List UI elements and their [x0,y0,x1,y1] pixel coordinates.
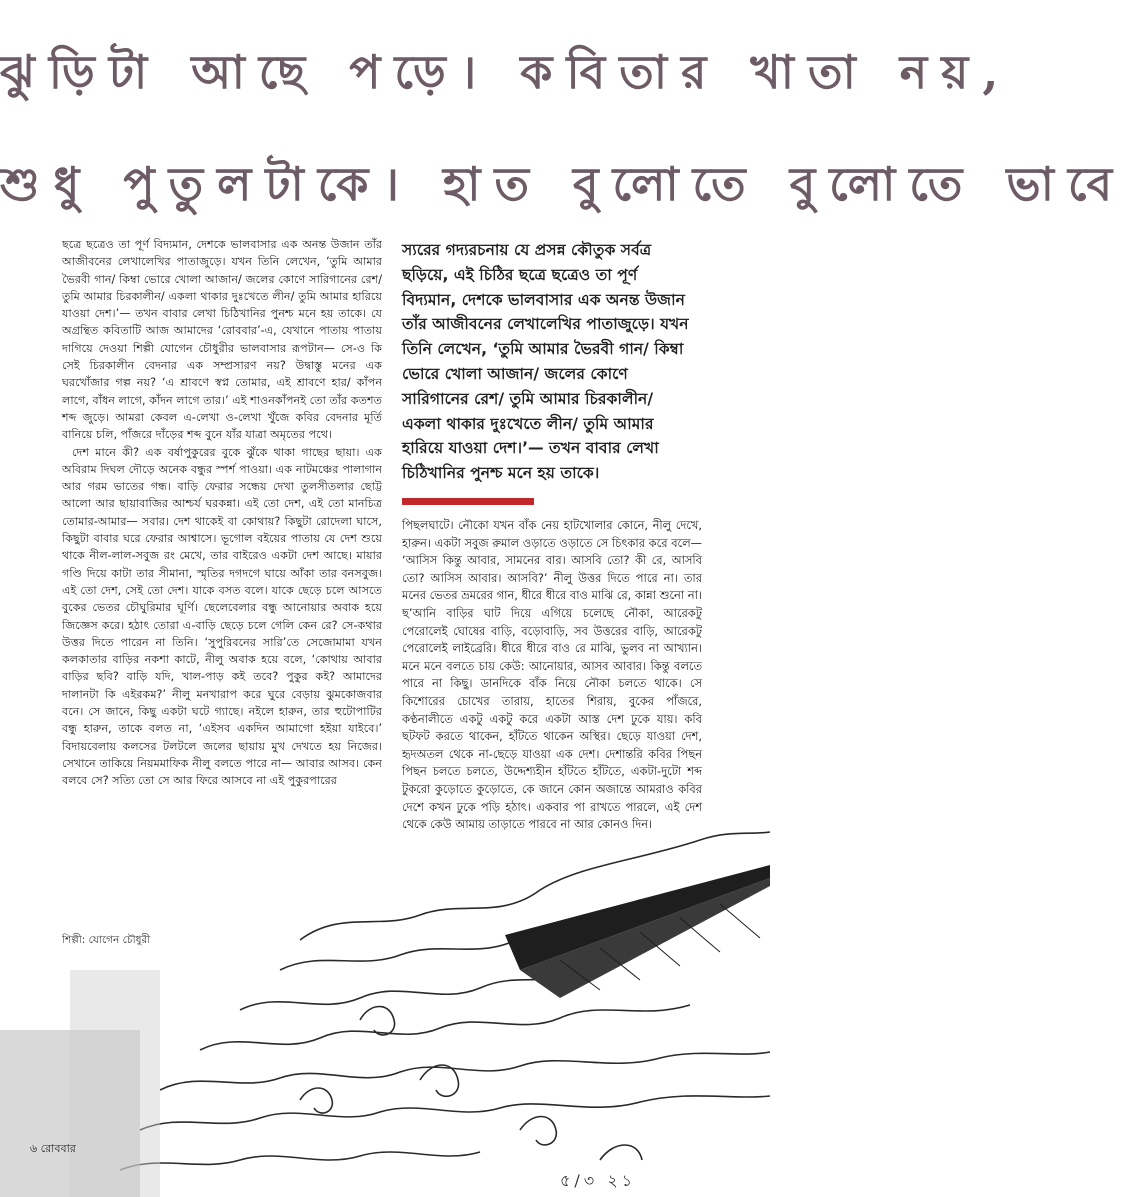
handwriting-line-1: ঝুড়িটা আছে পড়ে। কবিতার খাতা নয়, [0,45,1013,99]
left-paragraph-1: ছত্রে ছত্রেও তা পূর্ণ বিদ্যমান, দেশকে ভালবাসার এক অনন্ত উজান তাঁর আজীবনের লেখালেখির পাতাজুড়ে। যখন তিনি লেখেন, ‘তুমি আমার ভৈরবী গান/ কিম্বা ভোরে খোলা আজান/ জলের কোণে সারিগানের রেশ/ তুমি আমার চিরকালীন/ একলা থাকার দুঃখেতে লীন/ তুমি আমার হারিয়ে যাওয়া দেশ।’— তখন বাবার লেখা চিঠিখানির পুনশ্চ মনে হয় তাকে। যে অগ্রন্থিত কবিতাটি আজ আমাদের ‘রোববার’-এ, যেখানে পাতায় পাতায় দাগিয়ে দেওয়া শিল্পী যোগেন চৌধুরীর ভালবাসার রূপটান— সে-ও কি সেই চিরকালীন বেদনার এক সম্প্রসারণ নয়? উদ্বাস্তু মনের এক ঘরখোঁজার গল্প নয়? ‘এ শ্রাবণে স্বপ্ন তোমার, এই শ্রাবণে হার/ কাঁপন লাগে, বাঁধন লাগে, কাঁদন লাগে তার।’ এই শাওনকাঁপনই তো তাঁর কতশত শব্দ জুড়ে। আমরা কেবল এ-লেখা ও-লেখা খুঁজে কবির বেদনার মূর্তি বানিয়ে চলি, পাঁজরে দাঁড়ের শব্দ বুনে যাঁর যাত্রা অমৃতের পথে। [62,238,382,442]
right-paragraph: পিছলঘাটে। নৌকো যখন বাঁক নেয় হাটখোলার কোনে, নীলু দেখে, হারুন। একটা সবুজ রুমাল ওড়াতে ওড়াতে সে চিৎকার করে বলে— ‘আসিস কিন্তু আবার, সামনের বার। আসবি তো? কী রে, আসবি তো? আসিস আবার। আসবি?’ নীলু উত্তর দিতে পারে না। তার মনের ভেতর ভ্রমরের গান, ধীরে ধীরে বাও মাঝি রে, কান্না শুনো না। ছ’আনি বাড়ির ঘাট দিয়ে এগিয়ে চলেছে নৌকা, আরেকটু পেরোলেই ঘোষের বাড়ি, বড়োবাড়ি, সব উত্তরের বাড়ি, আরেকটু পেরোলেই লাইব্রেরি। ধীরে ধীরে বাও রে মাঝি, ভুলব না আখ্যান। মনে মনে বলতে চায় কেউ: আনোয়ার, আসব আবার। কিন্তু বলতে পারে না কিছু। ডানদিকে বাঁক নিয়ে নৌকা চলতে থাকে। সে কিশোরের চোখের তারায়, হাতের শিরায়, বুকের পাঁজরে, কণ্ঠনালীতে একটু একটু করে একটা আস্ত দেশ ঢুকে যায়। কবি ছটফট করতে থাকেন, হাঁটতে থাকেন অস্থির। ছেড়ে যাওয়া দেশ, হৃদঅতল থেকে না-ছেড়ে যাওয়া এক দেশ। দেশান্তরি কবির পিছন পিছন চলতে চলতে, উদ্দেশ্যহীন হাঁটতে হাঁটতে, একটা-দুটো শব্দ টুকরো কুড়োতে কুড়োতে, কে জানে কোন অজান্তে আমরাও কবির দেশে কখন ঢুকে পড়ি হঠাৎ। একবার পা রাখতে পারলে, এই দেশ থেকে কেউ আমায় তাড়াতে পারবে না আর কোনও দিন। [402,518,702,832]
handwriting-line-2: শুধু পুতুলটাকে। হাত বুলোতে বুলোতে ভাবে [0,157,1126,211]
left-paragraph-2: দেশ মানে কী? এক বর্ষাপুকুরের বুকে ঝুঁকে থাকা গাছের ছায়া। এক অবিরাম দিঘল দৌড়ে অনেক বন্ধুর স্পর্শ পাওয়া। এক নাটমঞ্চের পালাগান আর গরম ভাতের গন্ধ। বাড়ি ফেরার সন্ধেয় দেখা তুলসীতলার ছোট্ট আলো আর ছায়াবাজির আশ্চর্য ঘরকন্না। এই তো দেশ, এই তো মানচিত্র তোমার-আমার— সবার। দেশ থাকেই বা কোথায়? কিছুটা রোদেলা ঘাসে, কিছুটা বাবার ঘরে ফেরার আশ্বাসে। ভূগোল বইয়ের পাতায় যে দেশ শুয়ে থাকে নীল-লাল-সবুজ রং মেখে, তার বাইরেও একটা দেশ আছে। মায়ার গণ্ডি দিয়ে কাটা তার সীমানা, স্মৃতির দগদগে ঘায়ে আঁকা তার বনসবুজ। এই তো দেশ, সেই তো দেশ। যাকে বসত বলে। যাকে ছেড়ে চলে আসতে বুকের ভেতর চৌঘুরিমার ঘূর্ণি। ছেলেবেলার বন্ধু আনোয়ার অবাক হয়ে জিজ্ঞেস করে। হঠাৎ তোরা এ-বাড়ি ছেড়ে চলে গেলি কেন রে? সে-কথার উত্তর দিতে পারেন না তিনি। ‘সুপুরিবনের সারি’তে সেজোমামা যখন কলকাতার বাড়ির নকশা কাটে, নীলু অবাক হয়ে বলে, ‘কোথায় আবার বাড়ির ছবি? বাড়ি যদি, খাল-পাড় কই তবে? পুকুর কই? আমাদের দালানটা কি এইরকম?’ নীলু মনখারাপ করে ঘুরে বেড়ায় ঝুমকোজবার বনে। সে জানে, কিছু একটা ঘটে গ্যাছে। নইলে হারুন, তার হুটোপাটির বন্ধু হারুন, তাকে বলত না, ‘এইসব একদিন আমাগো হইয়া যাইবে।’ বিদায়বেলায় কলসের টলটলে জলের ছায়ায় মুখ দেখতে হয় নিজের। সেখানে তাকিয়ে নিয়মমাফিক নীলু বলতে পারে না— আবার আসব। কেন বলবে সে? সত্যি তো সে আর ফিরে আসবে না এই পুকুরপারের [62,445,382,788]
artist-signature: ৫/৩ ২১ [560,1171,637,1190]
pull-quote: স্যরের গদ্যরচনায় যে প্রসন্ন কৌতুক সর্বত্র ছড়িয়ে, এই চিঠির ছত্রে ছত্রেও তা পূর্ণ বিদ্যমান, দেশকে ভালবাসার এক অনন্ত উজান তাঁর আজীবনের লেখালেখির পাতাজুড়ে। যখন তিনি লেখেন, ‘তুমি আমার ভৈরবী গান/ কিম্বা ভোরে খোলা আজান/ জলের কোণে সারিগানের রেশ/ তুমি আমার চিরকালীন/ একলা থাকার দুঃখেতে লীন/ তুমি আমার হারিয়ে যাওয়া দেশ।’— তখন বাবার লেখা চিঠিখানির পুনশ্চ মনে হয় তাকে। [402,241,689,483]
page-folio: ৬ রোববার [30,1142,76,1155]
accent-rule [402,498,534,505]
ink-illustration [0,820,770,1197]
right-column [402,517,702,834]
artist-credit: শিল্পী: যোগেন চৌধুরী [62,934,151,946]
left-column [62,236,382,790]
